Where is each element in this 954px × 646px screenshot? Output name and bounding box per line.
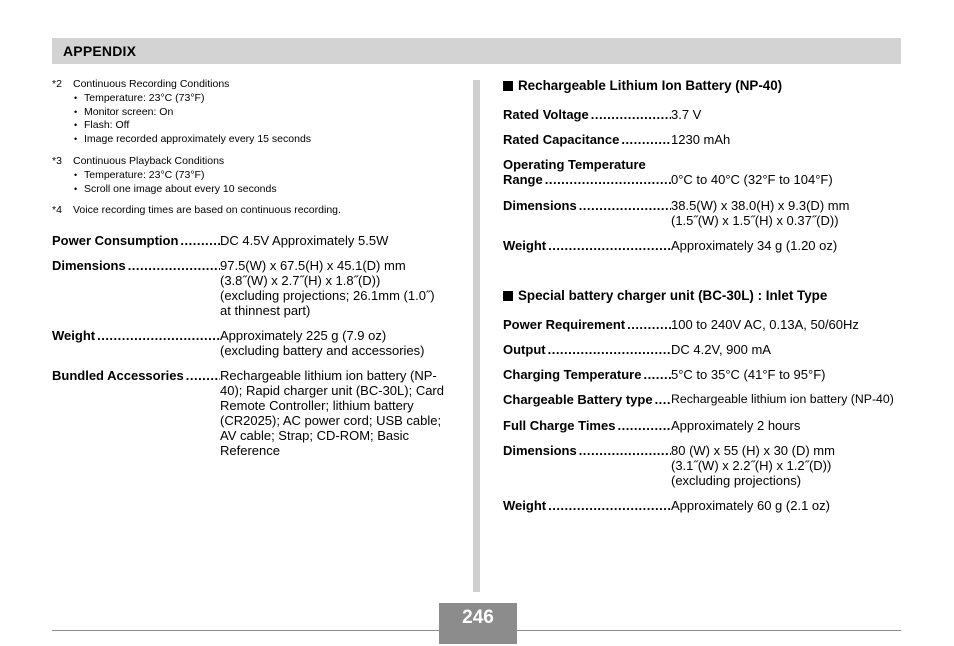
leader-dots bbox=[546, 498, 671, 513]
spec-label: Weight bbox=[52, 328, 96, 343]
spec-label: Range bbox=[503, 172, 543, 187]
spec-label: Chargeable Battery type bbox=[503, 392, 653, 407]
leader-dots bbox=[653, 392, 671, 407]
page-number: 246 bbox=[439, 603, 517, 631]
spec-weight bbox=[52, 328, 460, 358]
footnote-item: • Image recorded approximately every 15 seconds bbox=[74, 133, 462, 147]
leader-dots bbox=[95, 328, 220, 343]
spec-label: Power Consumption bbox=[52, 233, 179, 248]
leader-dots bbox=[625, 317, 671, 332]
spec-operating-temperature-label bbox=[503, 157, 646, 172]
leader-dots bbox=[184, 368, 220, 383]
leader-dots bbox=[589, 107, 671, 122]
spec-value: Approximately 2 hours bbox=[671, 418, 801, 433]
spec-value: 80 (W) x 55 (H) x 30 (D) mm bbox=[671, 443, 835, 458]
spec-operating-temperature bbox=[503, 172, 906, 187]
footnote-title: Voice recording times are based on continuous recording. bbox=[73, 204, 341, 217]
spec-value: Approximately 225 g (7.9 oz) bbox=[220, 328, 387, 343]
spec-value: DC 4.5V Approximately 5.5W bbox=[220, 233, 389, 248]
spec-label: Dimensions bbox=[503, 443, 577, 458]
spec-value: 38.5(W) x 38.0(H) x 9.3(D) mm bbox=[671, 198, 850, 213]
footnote bbox=[52, 204, 462, 218]
spec-value: 5°C to 35°C (41°F to 95°F) bbox=[671, 367, 826, 382]
spec-label: Output bbox=[503, 342, 546, 357]
spec-battery-dimensions bbox=[503, 198, 906, 228]
square-bullet-icon bbox=[503, 291, 513, 301]
spec-value: Rechargeable lithium ion battery (NP- bbox=[220, 368, 437, 383]
spec-label: Weight bbox=[503, 238, 547, 253]
spec-dimensions bbox=[52, 258, 460, 318]
spec-label: Power Requirement bbox=[503, 317, 626, 332]
footnote-title: Continuous Playback Conditions bbox=[73, 154, 225, 167]
spec-value: (3.1˝(W) x 2.2˝(H) x 1.2˝(D)) bbox=[671, 458, 832, 473]
spec-value: 1230 mAh bbox=[671, 132, 731, 147]
spec-bundled-accessories bbox=[52, 368, 460, 458]
spec-label: Bundled Accessories bbox=[52, 368, 184, 383]
footnote-mark: *2 bbox=[52, 78, 62, 90]
leader-dots bbox=[577, 443, 671, 458]
square-bullet-icon bbox=[503, 81, 513, 91]
spec-battery-weight bbox=[503, 238, 906, 253]
spec-chargeable-battery-type bbox=[503, 392, 906, 407]
spec-label: Rated Capacitance bbox=[503, 132, 620, 147]
footnote bbox=[52, 78, 462, 147]
spec-value: Remote Controller; lithium battery bbox=[220, 398, 414, 413]
spec-value: (CR2025); AC power cord; USB cable; bbox=[220, 413, 442, 428]
spec-value: 3.7 V bbox=[671, 107, 702, 122]
spec-power-requirement bbox=[503, 317, 906, 332]
section-heading-text: Rechargeable Lithium Ion Battery (NP-40) bbox=[518, 78, 783, 93]
spec-power-consumption bbox=[52, 233, 460, 248]
column-divider bbox=[473, 80, 480, 592]
spec-value: (excluding projections; 26.1mm (1.0˝) bbox=[220, 288, 435, 303]
spec-value: 40); Rapid charger unit (BC-30L); Card bbox=[220, 383, 444, 398]
spec-label: Full Charge Times bbox=[503, 418, 616, 433]
leader-dots bbox=[126, 258, 220, 273]
leader-dots bbox=[178, 233, 220, 248]
footnote-item: • Temperature: 23°C (73°F) bbox=[74, 92, 462, 106]
spec-rated-voltage bbox=[503, 107, 906, 122]
charger-heading bbox=[503, 288, 827, 303]
spec-label: Dimensions bbox=[503, 198, 577, 213]
spec-charger-dimensions bbox=[503, 443, 906, 488]
spec-value: (excluding projections) bbox=[671, 473, 802, 488]
spec-value: AV cable; Strap; CD-ROM; Basic bbox=[220, 428, 410, 443]
leader-dots bbox=[615, 418, 671, 433]
section-title: APPENDIX bbox=[63, 43, 137, 59]
leader-dots bbox=[619, 132, 671, 147]
leader-dots bbox=[577, 198, 671, 213]
spec-label: Rated Voltage bbox=[503, 107, 589, 122]
page-number-tab bbox=[439, 631, 517, 644]
footnote-item: • Flash: Off bbox=[74, 119, 462, 133]
battery-heading bbox=[503, 78, 782, 93]
spec-full-charge-times bbox=[503, 418, 906, 433]
spec-charger-weight bbox=[503, 498, 906, 513]
spec-value: Approximately 34 g (1.20 oz) bbox=[671, 238, 838, 253]
spec-value: at thinnest part) bbox=[220, 303, 311, 318]
section-heading-text: Special battery charger unit (BC-30L) : Inlet Type bbox=[518, 288, 828, 303]
spec-value: Reference bbox=[220, 443, 280, 458]
footnote-title: Continuous Recording Conditions bbox=[73, 78, 230, 90]
spec-value: (3.8˝(W) x 2.7˝(H) x 1.8˝(D)) bbox=[220, 273, 381, 288]
footnote bbox=[52, 155, 462, 196]
leader-dots bbox=[641, 367, 671, 382]
spec-value: 0°C to 40°C (32°F to 104°F) bbox=[671, 172, 833, 187]
spec-label: Charging Temperature bbox=[503, 367, 642, 382]
footnote-item: • Scroll one image about every 10 seconds bbox=[74, 183, 462, 197]
spec-rated-capacitance bbox=[503, 132, 906, 147]
section-header-bar bbox=[52, 38, 901, 64]
spec-value: 97.5(W) x 67.5(H) x 45.1(D) mm bbox=[220, 258, 406, 273]
leader-dots bbox=[546, 238, 671, 253]
spec-value: 100 to 240V AC, 0.13A, 50/60Hz bbox=[671, 317, 859, 332]
spec-label: Operating Temperature bbox=[503, 157, 646, 172]
spec-value: Approximately 60 g (2.1 oz) bbox=[671, 498, 830, 513]
spec-value: Rechargeable lithium ion battery (NP-40) bbox=[671, 392, 894, 406]
footnote-mark: *3 bbox=[52, 154, 62, 167]
spec-value: DC 4.2V, 900 mA bbox=[671, 342, 771, 357]
footnotes bbox=[52, 78, 462, 226]
leader-dots bbox=[543, 172, 671, 187]
spec-charging-temperature bbox=[503, 367, 906, 382]
footnote-mark: *4 bbox=[52, 204, 62, 217]
spec-value: (1.5˝(W) x 1.5˝(H) x 0.37˝(D)) bbox=[671, 213, 839, 228]
footnote-item: • Temperature: 23°C (73°F) bbox=[74, 169, 462, 183]
spec-label: Weight bbox=[503, 498, 547, 513]
footnote-item: • Monitor screen: On bbox=[74, 106, 462, 120]
spec-label: Dimensions bbox=[52, 258, 126, 273]
spec-output bbox=[503, 342, 906, 357]
spec-value: (excluding battery and accessories) bbox=[220, 343, 425, 358]
leader-dots bbox=[546, 342, 671, 357]
